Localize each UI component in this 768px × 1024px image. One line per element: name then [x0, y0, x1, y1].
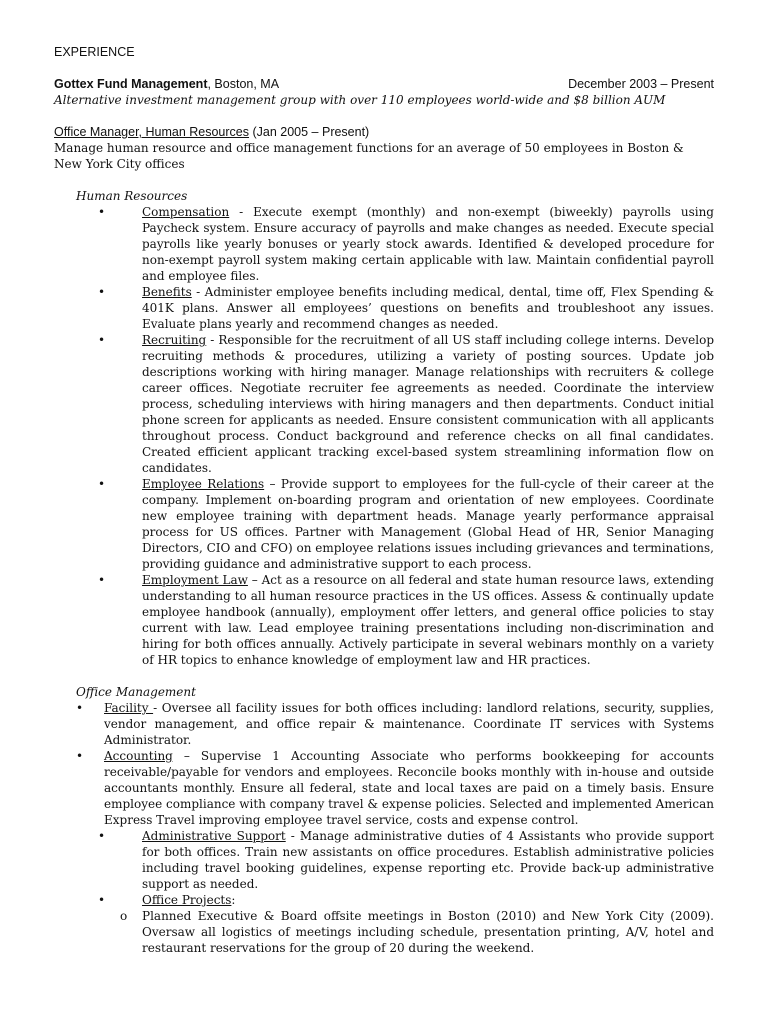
hr-item-text: - Execute exempt (monthly) and non-exempt (biweekly) payrolls using Paycheck system. Ensure accuracy of payrolls and make changes as needed. Execute special payrolls like yearly bonuses or yearly stock awards. Identified & developed procedure for non-exempt payroll system making certain applicable with law. Maintain confidential payroll and employee files. — [142, 205, 714, 283]
section-title: EXPERIENCE — [54, 45, 135, 59]
bullet-icon: • — [76, 749, 84, 763]
hr-item-lead: Employment Law — [142, 573, 248, 587]
employer-tagline: Alternative investment management group with over 110 employees world-wide and $8 billion AUM — [54, 93, 666, 107]
bullet-icon: • — [98, 573, 106, 587]
bullet-icon: • — [98, 285, 106, 299]
resume-page — [54, 44, 714, 956]
employer-location: , Boston, MA — [207, 77, 280, 91]
hr-item-lead: Recruiting — [142, 333, 207, 347]
employer-dates: December 2003 – Present — [568, 77, 714, 91]
bullet-icon: • — [98, 477, 106, 491]
hr-item — [98, 332, 714, 476]
om-item — [76, 748, 714, 828]
role-title: Office Manager, Human Resources — [54, 125, 250, 139]
om-item — [98, 828, 714, 892]
hr-item — [98, 572, 714, 668]
om-item-lead: Administrative Support — [142, 829, 286, 843]
hr-item — [98, 476, 714, 572]
om-sub-item-text: Planned Executive & Board offsite meetings in Boston (2010) and New York City (2009). Oversaw all logistics of meetings including schedule, presentation printing, A/V, hotel and restaurant reservations for the group of 20 during the weekend. — [142, 909, 714, 955]
hr-heading: Human Resources — [76, 189, 188, 203]
hr-item-lead: Benefits — [142, 285, 192, 299]
hr-item — [98, 204, 714, 284]
om-item-text: : — [231, 893, 236, 907]
hr-item-lead: Compensation — [142, 205, 230, 219]
om-item-lead: Facility — [104, 701, 154, 715]
om-item — [98, 892, 714, 908]
hr-item-text: - Administer employee benefits including medical, dental, time off, Flex Spending & 401K plans. Answer all employees’ questions on benefits and troubleshoot any issues. Evaluate plans yearly and recommend changes as needed. — [142, 285, 714, 331]
bullet-icon: • — [76, 701, 84, 715]
employer-header — [54, 76, 714, 92]
hr-item — [98, 284, 714, 332]
bullet-icon: • — [98, 893, 106, 907]
role-line — [54, 124, 714, 140]
hr-item-lead: Employee Relations — [142, 477, 265, 491]
om-item-text: - Manage administrative duties of 4 Assistants who provide support for both offices. Train new assistants on office procedures. Establish administrative policies including travel booking guidelines, expense reporting etc. Provide back-up administrative support as needed. — [142, 829, 715, 891]
employer-line — [54, 76, 279, 92]
om-item — [76, 700, 714, 748]
om-heading: Office Management — [76, 685, 196, 699]
hr-item-text: – Act as a resource on all federal and state human resource laws, extending understanding to all human resource practices in the US offices. Assess & continually update employee handbook (annually), employment offer letters, and general office policies to stay current with law. Lead employee training presentations including non-discrimination and hiring for both offices annually. Actively participate in several webinars monthly on a variety of HR topics to enhance knowledge of employment law and HR practices. — [142, 573, 714, 667]
bullet-icon: • — [98, 829, 106, 843]
hr-item-text: - Responsible for the recruitment of all US staff including college interns. Develop recruiting methods & procedures, utilizing a variety of posting sources. Update job descriptions working with hiring manager. Manage relationships with recruiters & college career offices. Negotiate recruiter fee agreements as needed. Coordinate the interview process, scheduling interviews with hiring managers and then departments. Conduct initial phone screen for applicants as needed. Ensure consistent communication with all applicants throughout process. Conduct background and reference checks on all final candidates. Created efficient applicant tracking excel-based system streamlining information flow on candidates. — [142, 333, 714, 475]
om-sub-item — [120, 908, 714, 956]
om-item-text: - Oversee all facility issues for both offices including: landlord relations, security, supplies, vendor management, and office repair & maintenance. Coordinate IT services with Systems Administrator. — [104, 701, 714, 747]
role-description: Manage human resource and office management functions for an average of 50 employees in Boston & New York City offices — [54, 141, 684, 171]
bullet-icon: • — [98, 333, 106, 347]
om-item-lead: Accounting — [104, 749, 173, 763]
circle-bullet-icon: o — [120, 909, 128, 923]
om-item-text: – Supervise 1 Accounting Associate who performs bookkeeping for accounts receivable/payable for vendors and employees. Reconcile books monthly with in-house and outside accountants monthly. Ensure all federal, state and local taxes are paid on a timely basis. Ensure employee compliance with company travel & expense policies. Selected and implemented American Express Travel improving employee travel service, costs and expense control. — [104, 749, 714, 827]
employer-name: Gottex Fund Management — [54, 77, 208, 91]
role-dates: (Jan 2005 – Present) — [249, 125, 370, 139]
hr-item-text: – Provide support to employees for the full-cycle of their career at the company. Implement on-boarding program and orientation of new employees. Coordinate new employee training with department heads. Manage yearly performance appraisal process for US offices. Partner with Management (Global Head of HR, Senior Managing Directors, CIO and CFO) on employee relations issues including grievances and terminations, providing guidance and administrative support to each process. — [142, 477, 714, 571]
om-item-lead: Office Projects — [142, 893, 232, 907]
bullet-icon: • — [98, 205, 106, 219]
